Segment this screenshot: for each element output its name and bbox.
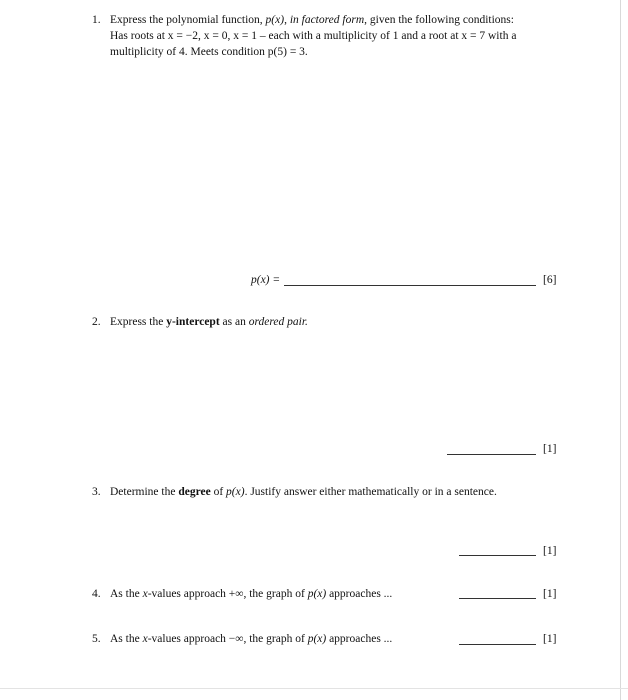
answer-line-q1[interactable] xyxy=(284,285,536,286)
question-5-text: As the x-values approach −∞, the graph of p(x) approaches ... xyxy=(110,633,393,645)
question-5 xyxy=(92,631,562,649)
question-2-number: 2. xyxy=(92,316,101,328)
question-4 xyxy=(92,586,562,604)
question-1-line-2: Has roots at x = −2, x = 0, x = 1 – each with a multiplicity of 1 and a root at x = 7 with a xyxy=(110,30,517,42)
answer-line-q2[interactable] xyxy=(447,454,536,455)
question-1 xyxy=(92,12,562,60)
page-edge-bottom xyxy=(0,688,628,689)
question-1-number: 1. xyxy=(92,14,101,26)
question-1-line-3: multiplicity of 4. Meets condition p(5) = 3. xyxy=(110,46,308,58)
marks-q5: [1] xyxy=(543,633,557,645)
question-2-text: Express the y-intercept as an ordered pair. xyxy=(110,316,308,328)
page-edge-right xyxy=(620,0,621,700)
question-3 xyxy=(92,484,562,502)
question-1-text xyxy=(110,12,560,60)
marks-q1: [6] xyxy=(543,274,557,286)
marks-q4: [1] xyxy=(543,588,557,600)
question-4-number: 4. xyxy=(92,588,101,600)
answer-label-px: p(x) = xyxy=(251,274,281,286)
answer-line-q4[interactable] xyxy=(459,598,536,599)
question-3-text: Determine the degree of p(x). Justify answer either mathematically or in a sentence. xyxy=(110,486,497,498)
marks-q3: [1] xyxy=(543,545,557,557)
question-2 xyxy=(92,314,562,332)
question-1-line-1: Express the polynomial function, p(x), in factored form, given the following conditions: xyxy=(110,14,514,26)
answer-line-q3[interactable] xyxy=(459,555,536,556)
answer-line-q5[interactable] xyxy=(459,644,536,645)
question-3-number: 3. xyxy=(92,486,101,498)
marks-q2: [1] xyxy=(543,443,557,455)
question-4-text: As the x-values approach +∞, the graph of p(x) approaches ... xyxy=(110,588,393,600)
question-5-number: 5. xyxy=(92,633,101,645)
